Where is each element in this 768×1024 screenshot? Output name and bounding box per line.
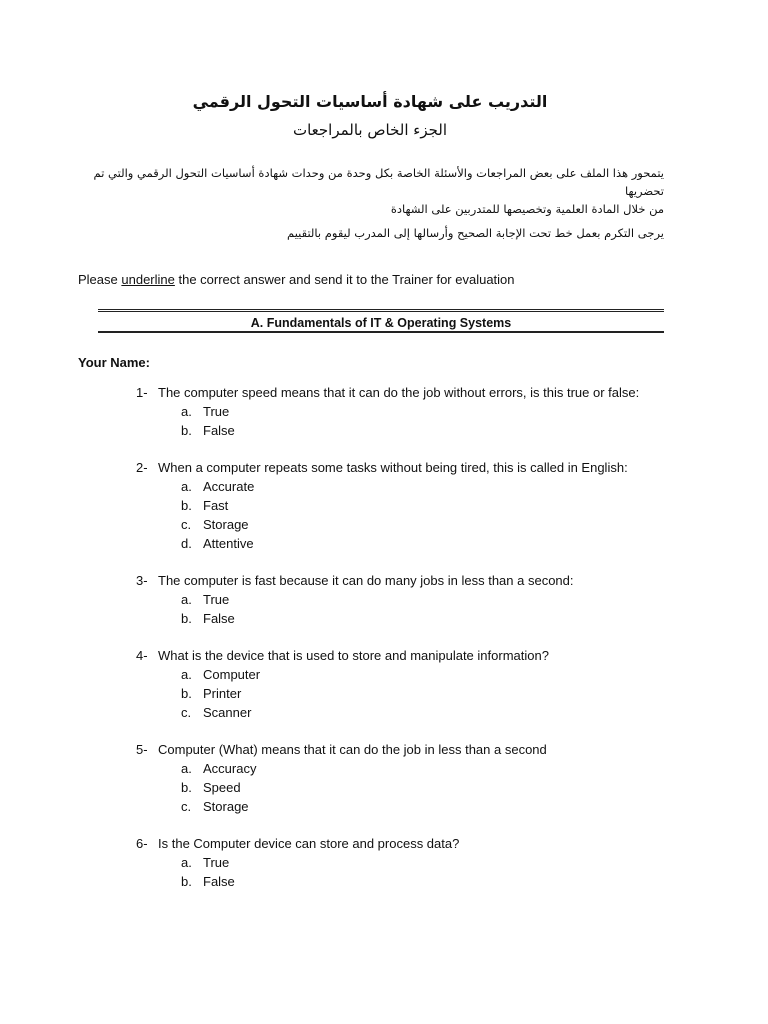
answer-option[interactable]: [136, 684, 736, 703]
answer-option[interactable]: [136, 853, 736, 872]
section-title: A. Fundamentals of IT & Operating Systems: [250, 316, 512, 330]
option-text: False: [203, 423, 235, 438]
answer-option[interactable]: [136, 797, 736, 816]
question-text: The computer speed means that it can do the job without errors, is this true or false:: [158, 385, 640, 400]
option-text: False: [203, 611, 235, 626]
answer-option[interactable]: [136, 402, 736, 421]
question-line: [136, 458, 736, 477]
question-item: [136, 458, 736, 553]
option-text: True: [203, 855, 230, 870]
question-line: [136, 740, 736, 759]
question-line: [136, 571, 736, 590]
english-instruction: [78, 272, 515, 287]
question-item: [136, 740, 736, 816]
answer-option[interactable]: [136, 477, 736, 496]
your-name-label: Your Name:: [78, 355, 150, 370]
question-item: [136, 571, 736, 628]
answer-option[interactable]: [136, 534, 736, 553]
question-list: [136, 383, 736, 909]
arabic-intro: [64, 164, 664, 218]
question-number: 3-: [136, 573, 148, 588]
question-text: The computer is fast because it can do many jobs in less than a second:: [158, 573, 574, 588]
option-text: Printer: [203, 686, 242, 701]
answer-option[interactable]: [136, 590, 736, 609]
question-number: 2-: [136, 460, 148, 475]
option-letter: a.: [181, 667, 192, 682]
option-letter: a.: [181, 761, 192, 776]
question-item: [136, 383, 736, 440]
question-text: Computer (What) means that it can do the job in less than a second: [158, 742, 547, 757]
option-letter: a.: [181, 855, 192, 870]
answer-option[interactable]: [136, 515, 736, 534]
answer-option[interactable]: [136, 496, 736, 515]
option-letter: a.: [181, 479, 192, 494]
answer-option[interactable]: [136, 703, 736, 722]
option-text: Accurate: [203, 479, 255, 494]
question-number: 6-: [136, 836, 148, 851]
option-text: Storage: [203, 799, 249, 814]
option-letter: b.: [181, 874, 192, 889]
question-number: 5-: [136, 742, 148, 757]
question-item: [136, 834, 736, 891]
answer-option[interactable]: [136, 872, 736, 891]
arabic-request: يرجى التكرم بعمل خط تحت الإجابة الصحيح وأرسالها إلى المدرب ليقوم بالتقييم: [287, 226, 664, 240]
question-text: What is the device that is used to store and manipulate information?: [158, 648, 549, 663]
arabic-intro-line-1: يتمحور هذا الملف على بعض المراجعات والأسئلة الخاصة بكل وحدة من وحدات شهادة أساسيات التحول الرقمي والتي تم تحضريها: [93, 166, 664, 198]
question-line: [136, 834, 736, 853]
option-letter: c.: [181, 799, 192, 814]
option-text: Scanner: [203, 705, 252, 720]
section-header: [98, 309, 664, 333]
option-letter: b.: [181, 780, 192, 795]
answer-option[interactable]: [136, 778, 736, 797]
answer-option[interactable]: [136, 421, 736, 440]
answer-option[interactable]: [136, 609, 736, 628]
question-number: 1-: [136, 385, 148, 400]
option-text: True: [203, 592, 230, 607]
page-subtitle: الجزء الخاص بالمراجعات: [292, 121, 448, 139]
option-letter: b.: [181, 423, 192, 438]
option-letter: d.: [181, 536, 192, 551]
option-letter: a.: [181, 592, 192, 607]
option-letter: c.: [181, 705, 192, 720]
option-letter: c.: [181, 517, 192, 532]
answer-option[interactable]: [136, 665, 736, 684]
option-letter: b.: [181, 498, 192, 513]
option-text: Speed: [203, 780, 241, 795]
option-letter: b.: [181, 611, 192, 626]
question-item: [136, 646, 736, 722]
option-text: Computer: [203, 667, 261, 682]
option-text: False: [203, 874, 235, 889]
question-text: Is the Computer device can store and process data?: [158, 836, 460, 851]
answer-option[interactable]: [136, 759, 736, 778]
option-text: Attentive: [203, 536, 254, 551]
option-text: Accuracy: [203, 761, 257, 776]
question-line: [136, 383, 736, 402]
instruction-emphasis: underline: [121, 272, 175, 287]
page-title: التدريب على شهادة أساسيات التحول الرقمي: [192, 92, 548, 111]
arabic-intro-line-2: من خلال المادة العلمية وتخصيصها للمتدربين على الشهادة: [390, 202, 664, 216]
question-text: When a computer repeats some tasks without being tired, this is called in English:: [158, 460, 628, 475]
instruction-before: Please: [78, 272, 122, 287]
option-letter: a.: [181, 404, 192, 419]
option-text: Storage: [203, 517, 249, 532]
option-text: Fast: [203, 498, 229, 513]
option-text: True: [203, 404, 230, 419]
instruction-after: the correct answer and send it to the Trainer for evaluation: [174, 272, 515, 287]
question-number: 4-: [136, 648, 148, 663]
question-line: [136, 646, 736, 665]
option-letter: b.: [181, 686, 192, 701]
